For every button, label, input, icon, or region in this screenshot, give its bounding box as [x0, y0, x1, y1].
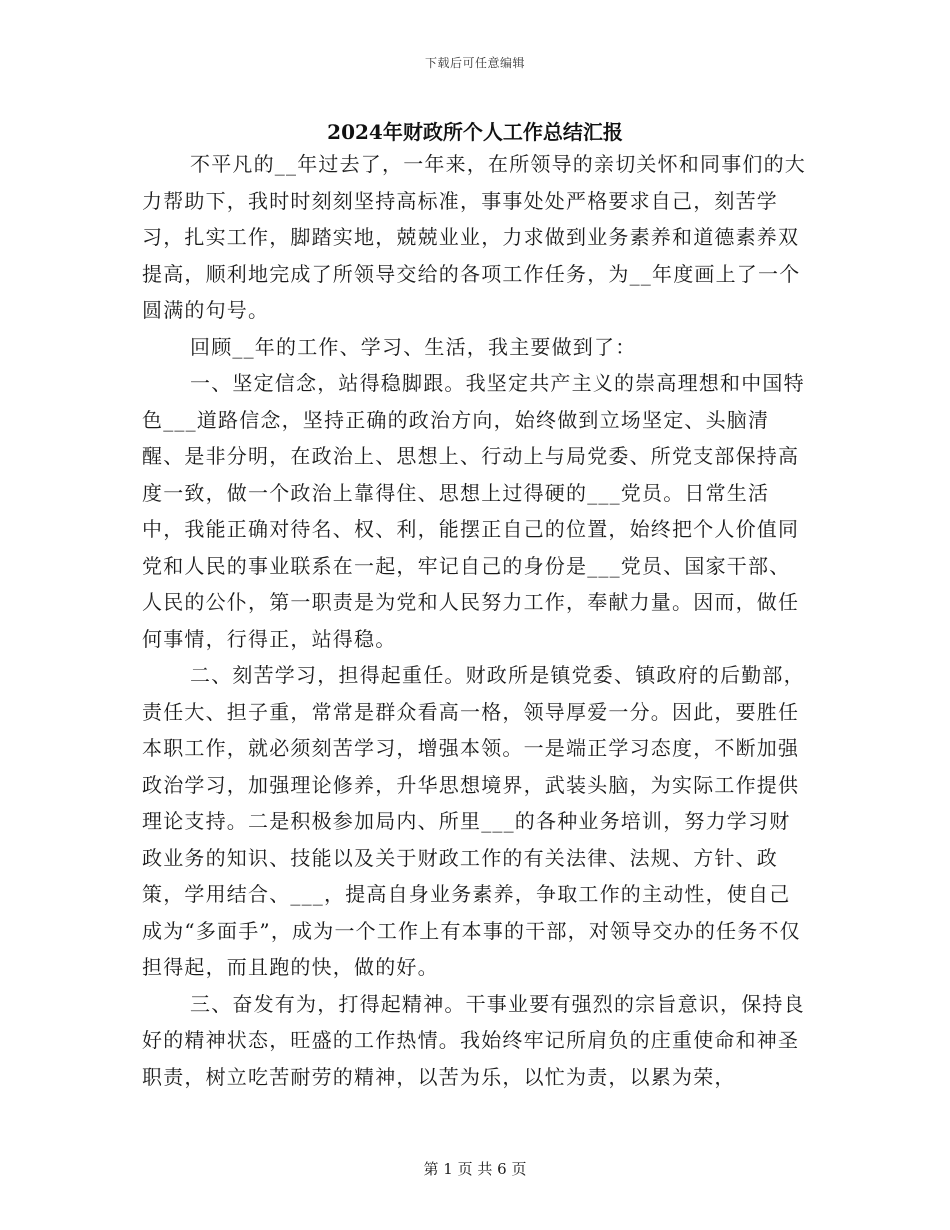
- paragraph-section-1: 一、坚定信念，站得稳脚跟。我坚定共产主义的崇高理想和中国特色___道路信念，坚持正确的政治方向，始终做到立场坚定、头脑清醒、是非分明，在政治上、思想上、行动上与局党委、所党支部保持高度一致，做一个政治上靠得住、思想上过得硬的___党员。日常生活中，我能正确对待名、权、利，能摆正自己的位置，始终把个人价值同党和人民的事业联系在一起，牢记自己的身份是___党员、国家干部、人民的公仆，第一职责是为党和人民努力工作，奉献力量。因而，做任何事情，行得正，站得稳。: [142, 371, 805, 651]
- page-header-note: 下载后可任意编辑: [424, 56, 525, 70]
- paragraph-section-3: 三、奋发有为，打得起精神。干事业要有强烈的宗旨意识，保持良好的精神状态，旺盛的工作热情。我始终牢记所肩负的庄重使命和神圣职责，树立吃苦耐劳的精神，以苦为乐，以忙为责，以累为荣，: [142, 991, 805, 1089]
- page-number: 第 1 页 共 6 页: [423, 1160, 527, 1178]
- paragraph-review: 回顾__年的工作、学习、生活，我主要做到了：: [190, 334, 637, 359]
- paragraph-intro: 不平凡的__年过去了，一年来，在所领导的亲切关怀和同事们的大力帮助下，我时时刻刻坚持高标准，事事处处严格要求自己，刻苦学习，扎实工作，脚踏实地，兢兢业业，力求做到业务素养和道德素养双提高，顺利地完成了所领导交给的各项工作任务，为__年度画上了一个圆满的句号。: [142, 152, 806, 322]
- paragraph-section-2: 二、刻苦学习，担得起重任。财政所是镇党委、镇政府的后勤部，责任大、担子重，常常是群众看高一格，领导厚爱一分。因此，要胜任本职工作，就必须刻苦学习，增强本领。一是端正学习态度，不断加强政治学习，加强理论修养，升华思想境界，武装头脑，为实际工作提供理论支持。二是积极参加局内、所里___的各种业务培训，努力学习财政业务的知识、技能以及关于财政工作的有关法律、法规、方针、政策，学用结合、___，提高自身业务素养，争取工作的主动性，使自己成为“多面手”，成为一个工作上有本事的干部，对领导交办的任务不仅担得起，而且跑的快，做的好。: [142, 663, 805, 979]
- document-title: 2024年财政所个人工作总结汇报: [327, 120, 623, 144]
- document-body: [142, 146, 808, 1095]
